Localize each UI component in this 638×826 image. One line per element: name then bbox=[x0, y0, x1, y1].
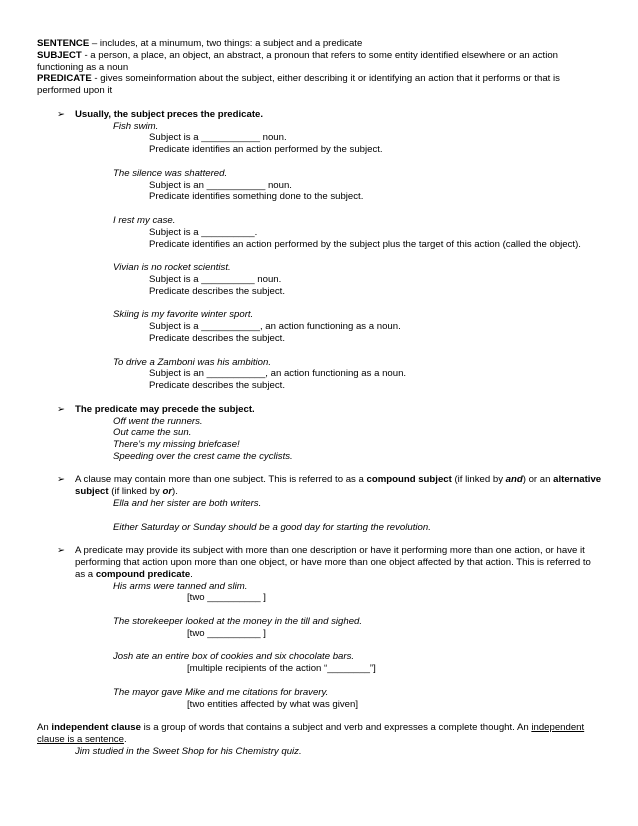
example-subject-note: Subject is an ___________, an action functioning as a noun. bbox=[149, 368, 407, 380]
example-predicate-note: Predicate describes the subject. bbox=[149, 285, 285, 297]
example-sentence: Josh ate an entire box of cookies and six chocolate bars. bbox=[113, 651, 355, 663]
example-predicate-note: Predicate describes the subject. bbox=[149, 332, 285, 344]
example-sentence: Speeding over the crest came the cyclists. bbox=[113, 450, 293, 462]
example-sentence: Jim studied in the Sweet Shop for his Chemistry quiz. bbox=[75, 745, 302, 757]
example-sentence: I rest my case. bbox=[113, 214, 176, 226]
section-paragraph: ➢ A clause may contain more than one subject. This is referred to as a compound subject (if linked by and) or an alternative subject (if linked by or). bbox=[57, 474, 602, 498]
example-sentence: Ella and her sister are both writers. bbox=[113, 498, 262, 510]
predicate-term: PREDICATE bbox=[37, 73, 92, 85]
section-paragraph: ➢ A predicate may provide its subject with more than one description or have it performing more than one action, or have it performing that action upon more than one object, or have more than one object affected by that action. This is referred to as a compound predicate. bbox=[57, 545, 591, 580]
example-subject-note: Subject is a ___________, an action functioning as a noun. bbox=[149, 321, 401, 333]
section-subject-first bbox=[37, 109, 603, 392]
example-subject-note: Subject is a ___________ noun. bbox=[149, 132, 287, 144]
example-subject-note: Subject is an ___________ noun. bbox=[149, 179, 292, 191]
sentence-text: – includes, at a minumum, two things: a subject and a predicate bbox=[89, 38, 363, 49]
section-compound-subject bbox=[37, 474, 603, 533]
example-sentence: There’s my missing briefcase! bbox=[113, 439, 240, 451]
subject-definition bbox=[37, 50, 603, 74]
predicate-text: - gives someinformation about the subject, either describing it or identifying an action that it performs or that is performed upon it bbox=[37, 73, 560, 97]
example-note: [two __________ ] bbox=[187, 592, 266, 604]
document-page bbox=[37, 38, 603, 758]
arrow-bullet-icon: ➢ bbox=[57, 474, 66, 486]
example-sentence: His arms were tanned and slim. bbox=[113, 580, 248, 592]
example-subject-note: Subject is a __________. bbox=[149, 226, 258, 238]
example-predicate-note: Predicate describes the subject. bbox=[149, 380, 285, 392]
example-predicate-note: Predicate identifies an action performed by the subject plus the target of this action (called the object). bbox=[149, 238, 581, 250]
section-predicate-first bbox=[37, 404, 603, 463]
example-sentence: Off went the runners. bbox=[113, 415, 203, 427]
arrow-bullet-icon: ➢ bbox=[57, 545, 66, 557]
example-sentence: Skiing is my favorite winter sport. bbox=[113, 309, 254, 321]
example-note: [two entities affected by what was given] bbox=[187, 698, 359, 710]
sentence-term: SENTENCE bbox=[37, 38, 90, 49]
subject-text: - a person, a place, an object, an abstract, a pronoun that refers to some entity identified elsewhere or an action functioning as a noun bbox=[37, 49, 559, 73]
example-sentence: The storekeeper looked at the money in the till and sighed. bbox=[113, 616, 363, 628]
example-predicate-note: Predicate identifies an action performed by the subject. bbox=[149, 144, 383, 156]
example-sentence: The mayor gave Mike and me citations for bravery. bbox=[113, 686, 329, 698]
predicate-definition bbox=[37, 73, 603, 97]
example-note: [multiple recipients of the action “________”] bbox=[187, 663, 376, 675]
arrow-bullet-icon: ➢ bbox=[57, 108, 66, 120]
section-heading: ➢ Usually, the subject preces the predicate. bbox=[57, 108, 264, 120]
section-heading: ➢ The predicate may precede the subject. bbox=[57, 403, 255, 415]
example-sentence: Vivian is no rocket scientist. bbox=[113, 262, 231, 274]
example-sentence: Fish swim. bbox=[113, 120, 159, 132]
example-sentence: To drive a Zamboni was his ambition. bbox=[113, 356, 272, 368]
closing-paragraph: An independent clause is a group of words that contains a subject and verb and expresses a complete thought. An independent clause is a sentence. bbox=[37, 722, 585, 746]
example-sentence: Out came the sun. bbox=[113, 427, 192, 439]
subject-term: SUBJECT bbox=[37, 49, 82, 61]
example-sentence: Either Saturday or Sunday should be a good day for starting the revolution. bbox=[113, 521, 431, 533]
example-note: [two __________ ] bbox=[187, 627, 266, 639]
example-subject-note: Subject is a __________ noun. bbox=[149, 273, 282, 285]
section-independent-clause bbox=[37, 722, 603, 757]
arrow-bullet-icon: ➢ bbox=[57, 403, 66, 415]
example-predicate-note: Predicate identifies something done to the subject. bbox=[149, 191, 364, 203]
section-compound-predicate bbox=[37, 545, 603, 710]
example-sentence: The silence was shattered. bbox=[113, 167, 228, 179]
sentence-definition bbox=[37, 38, 603, 50]
